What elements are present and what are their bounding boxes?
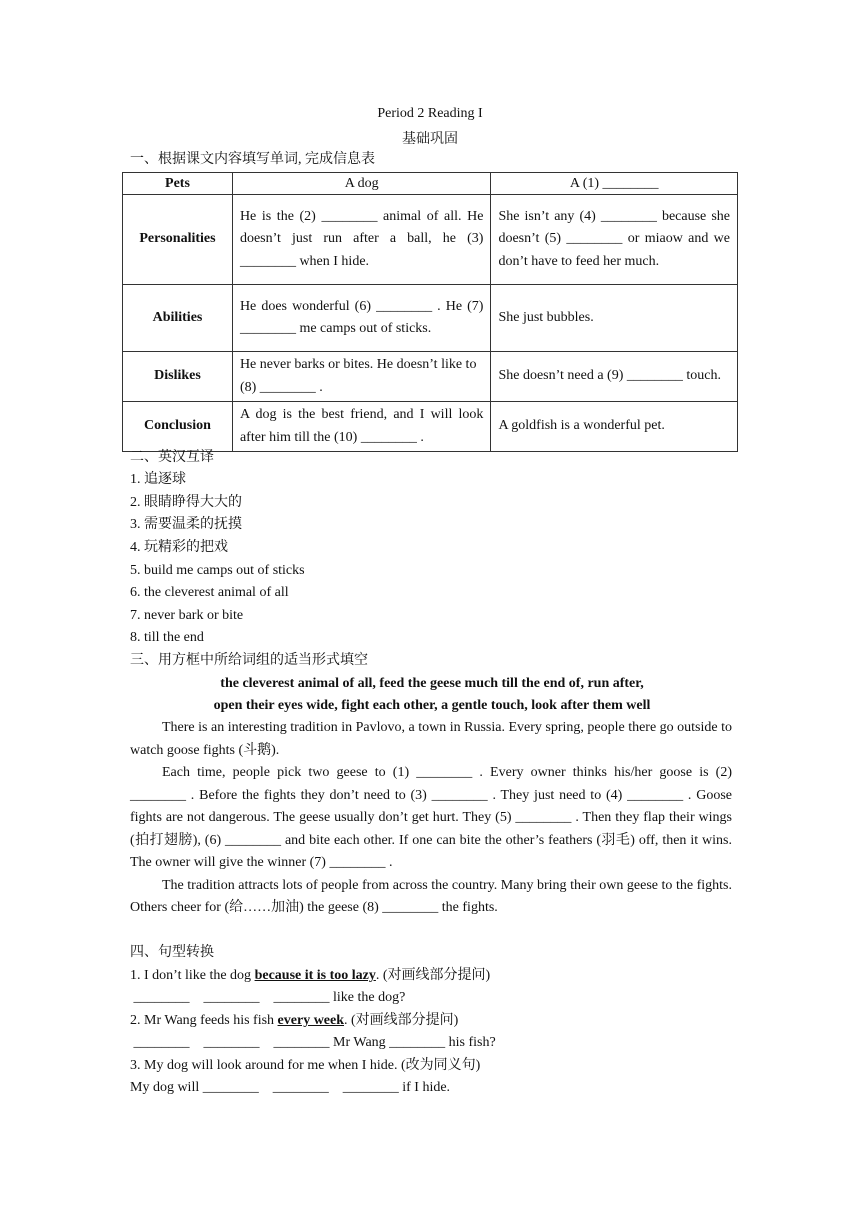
row-label: Dislikes [123, 352, 233, 402]
table-row [123, 195, 738, 285]
list-item: 8. till the end [130, 630, 204, 645]
fish-cell: She isn’t any (4) ________ because she doesn’t (5) ________ or miaow and we don’t have to feed her much. [491, 195, 738, 285]
word-box-line: open their eyes wide, fight each other, a gentle touch, look after them well [213, 698, 651, 713]
row-label: Personalities [123, 195, 233, 285]
question-2 [130, 1010, 458, 1032]
question-1 [130, 965, 490, 987]
dog-cell: He never barks or bites. He doesn’t like to (8) ________ . [232, 352, 491, 402]
q2-pre: 2. Mr Wang feeds his fish [130, 1013, 278, 1028]
header-pets: Pets [123, 173, 233, 195]
header-fish: A (1) ________ [491, 173, 738, 195]
word-box-line: the cleverest animal of all, feed the geese much till the end of, run after, [220, 676, 644, 691]
q1-underlined: because it is too lazy [254, 968, 376, 983]
q1-pre: 1. I don’t like the dog [130, 968, 255, 983]
list-item: 1. 追逐球 [130, 472, 186, 487]
header-dog: A dog [232, 173, 491, 195]
q2-underlined: every week [277, 1013, 345, 1028]
row-label: Abilities [123, 285, 233, 352]
q1-post: . (对画线部分提问) [375, 968, 491, 983]
section3-heading: 三、用方框中所给词组的适当形式填空 [130, 653, 368, 668]
dog-cell: He does wonderful (6) ________ . He (7) ________ me camps out of sticks. [232, 285, 491, 352]
page-subtitle: 基础巩固 [402, 132, 458, 147]
passage [130, 717, 732, 920]
table-header-row [123, 173, 738, 195]
section2-heading: 二、英汉互译 [130, 450, 214, 465]
list-item: 7. never bark or bite [130, 608, 244, 623]
dog-cell: A dog is the best friend, and I will look after him till the (10) ________ . [232, 402, 491, 452]
q2-post: . (对画线部分提问) [344, 1013, 459, 1028]
list-item: 2. 眼睛睁得大大的 [130, 495, 242, 510]
section4-heading: 四、句型转换 [130, 945, 214, 960]
passage-paragraph: There is an interesting tradition in Pavlovo, a town in Russia. Every spring, people there go outside to watch goose fights (斗鹅). [130, 720, 733, 758]
table-row [123, 402, 738, 452]
info-table [122, 172, 738, 452]
page-title: Period 2 Reading I [377, 106, 483, 121]
table-row [123, 352, 738, 402]
fish-cell: She doesn’t need a (9) ________ touch. [491, 352, 738, 402]
dog-cell: He is the (2) ________ animal of all. He doesn’t just run after a ball, he (3) ________ when I hide. [232, 195, 491, 285]
answer-2: ________ ________ ________ Mr Wang ________ his fish? [130, 1035, 496, 1050]
answer-3: My dog will ________ ________ ________ if I hide. [130, 1080, 451, 1095]
section1-heading: 一、根据课文内容填写单词, 完成信息表 [130, 152, 375, 167]
passage-paragraph: Each time, people pick two geese to (1) ________ . Every owner thinks his/her goose is (2) ________ . Before the fights they don’t need to (3) ________ . They just need to (4) ________ . Goose fights are not dangerous. The geese usually don’t get hurt. They (5) ________ . Then they flap their wings (拍打翅膀), (6) ________ and bite each other. If one can bite the other’s feathers (羽毛) off, then it wins. The owner will give the winner (7) ________ . [130, 765, 732, 870]
row-label: Conclusion [123, 402, 233, 452]
answer-1: ________ ________ ________ like the dog? [130, 990, 406, 1005]
list-item: 4. 玩精彩的把戏 [130, 540, 228, 555]
fish-cell: A goldfish is a wonderful pet. [491, 402, 738, 452]
list-item: 3. 需要温柔的抚摸 [130, 517, 242, 532]
list-item: 6. the cleverest animal of all [130, 585, 289, 600]
list-item: 5. build me camps out of sticks [130, 563, 305, 578]
fish-cell: She just bubbles. [491, 285, 738, 352]
question-3: 3. My dog will look around for me when I hide. (改为同义句) [130, 1058, 481, 1073]
table-row [123, 285, 738, 352]
passage-paragraph: The tradition attracts lots of people from across the country. Many bring their own geese to the fights. Others cheer for (给……加油) the geese (8) ________ the fights. [130, 877, 732, 915]
